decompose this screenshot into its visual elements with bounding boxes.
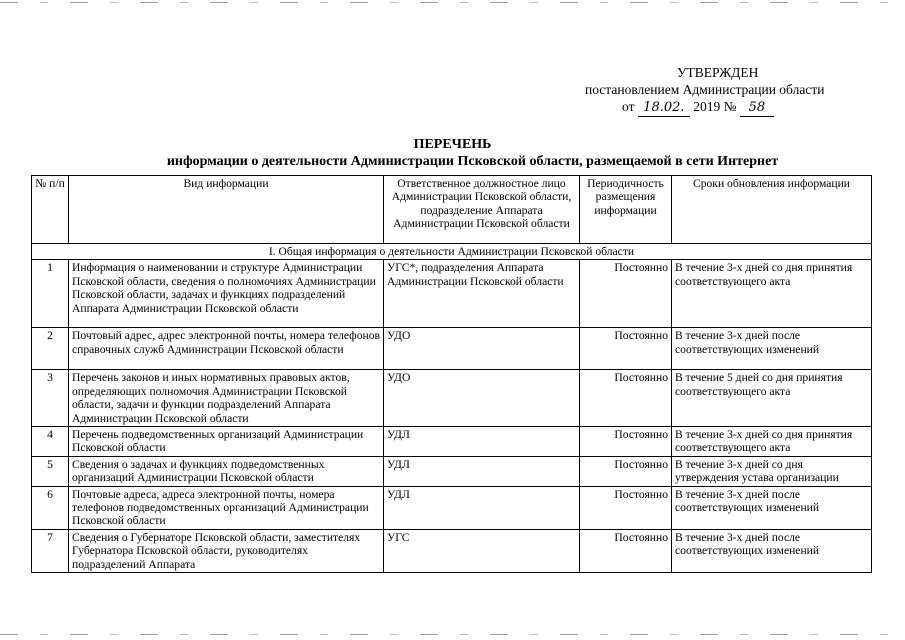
section-title: I. Общая информация о деятельности Администрации Псковской области	[32, 244, 872, 260]
cell-kind: Сведения о Губернаторе Псковской области, заместителях Губернатора Псковской области, руководителях подразделений Аппарата	[69, 529, 384, 572]
cell-responsible: УДЛ	[384, 427, 580, 457]
cell-num: 1	[32, 260, 69, 328]
cell-periodicity: Постоянно	[580, 260, 672, 328]
cell-responsible: УДО	[384, 370, 580, 427]
table-row	[32, 486, 872, 529]
header-periodicity: Периодичность размещения информации	[580, 176, 672, 244]
cell-terms: В течение 3-х дней со дня принятия соответствующего акта	[672, 427, 872, 457]
table-row	[32, 328, 872, 370]
cell-responsible: УДО	[384, 328, 580, 370]
approval-heading: УТВЕРЖДЕН	[677, 65, 759, 80]
cell-terms: В течение 3-х дней со дня принятия соответствующего акта	[672, 260, 872, 328]
approval-decree: постановлением Администрации области	[585, 82, 825, 97]
header-num: № п/п	[32, 176, 69, 244]
scan-artifact-bottom	[0, 634, 905, 635]
document-title: ПЕРЕЧЕНЬ	[413, 137, 492, 152]
cell-num: 4	[32, 427, 69, 457]
table-row	[32, 370, 872, 427]
information-table	[31, 175, 872, 573]
cell-kind: Сведения о задачах и функциях подведомственных организаций Администрации Псковской области	[69, 456, 384, 486]
approval-date-line	[582, 98, 872, 117]
cell-responsible: УДЛ	[384, 456, 580, 486]
cell-periodicity: Постоянно	[580, 370, 672, 427]
cell-periodicity: Постоянно	[580, 328, 672, 370]
cell-responsible: УГС	[384, 529, 580, 572]
cell-num: 2	[32, 328, 69, 370]
cell-responsible: УГС*, подразделения Аппарата Администрации Псковской области	[384, 260, 580, 328]
cell-num: 7	[32, 529, 69, 572]
section-row	[32, 244, 872, 260]
header-kind: Вид информации	[69, 176, 384, 244]
cell-periodicity: Постоянно	[580, 486, 672, 529]
document-subtitle: информации о деятельности Администрации Псковской области, размещаемой в сети Интернет	[166, 154, 779, 169]
cell-kind: Почтовый адрес, адрес электронной почты, номера телефонов справочных служб Администрации Псковской области	[69, 328, 384, 370]
cell-kind: Почтовые адреса, адреса электронной почты, номера телефонов подведомственных организаций Администрации Псковской области	[69, 486, 384, 529]
cell-responsible: УДЛ	[384, 486, 580, 529]
cell-periodicity: Постоянно	[580, 456, 672, 486]
cell-periodicity: Постоянно	[580, 427, 672, 457]
cell-kind: Информация о наименовании и структуре Администрации Псковской области, сведения о полномочиях Администрации Псковской области, задачах и функциях подразделений Аппарата Администрации Псковской области	[69, 260, 384, 328]
cell-num: 5	[32, 456, 69, 486]
cell-terms: В течение 3-х дней после соответствующих изменений	[672, 328, 872, 370]
table-row	[32, 260, 872, 328]
approval-stamp	[582, 64, 872, 117]
cell-num: 3	[32, 370, 69, 427]
cell-num: 6	[32, 486, 69, 529]
cell-terms: В течение 3-х дней со дня утверждения устава организации	[672, 456, 872, 486]
approval-year: 2019 №	[693, 99, 737, 114]
header-responsible: Ответственное должностное лицо Администрации Псковской области, подразделение Аппарата Администрации Псковской области	[384, 176, 580, 244]
table-row	[32, 529, 872, 572]
approval-number-handwritten: 58	[740, 99, 774, 117]
header-terms: Сроки обновления информации	[672, 176, 872, 244]
cell-terms: В течение 5 дней со дня принятия соответствующего акта	[672, 370, 872, 427]
table-header-row	[32, 176, 872, 244]
cell-kind: Перечень подведомственных организаций Администрации Псковской области	[69, 427, 384, 457]
table-row	[32, 456, 872, 486]
cell-kind: Перечень законов и иных нормативных правовых актов, определяющих полномочия Администрации Псковской области, задачи и функции подразделений Аппарата Администрации Псковской области	[69, 370, 384, 427]
table-row	[32, 427, 872, 457]
scan-artifact-top	[0, 2, 905, 3]
cell-terms: В течение 3-х дней после соответствующих изменений	[672, 529, 872, 572]
cell-terms: В течение 3-х дней после соответствующих изменений	[672, 486, 872, 529]
approval-prefix: от	[622, 99, 635, 114]
approval-date-handwritten: 18.02.	[638, 99, 690, 117]
cell-periodicity: Постоянно	[580, 529, 672, 572]
